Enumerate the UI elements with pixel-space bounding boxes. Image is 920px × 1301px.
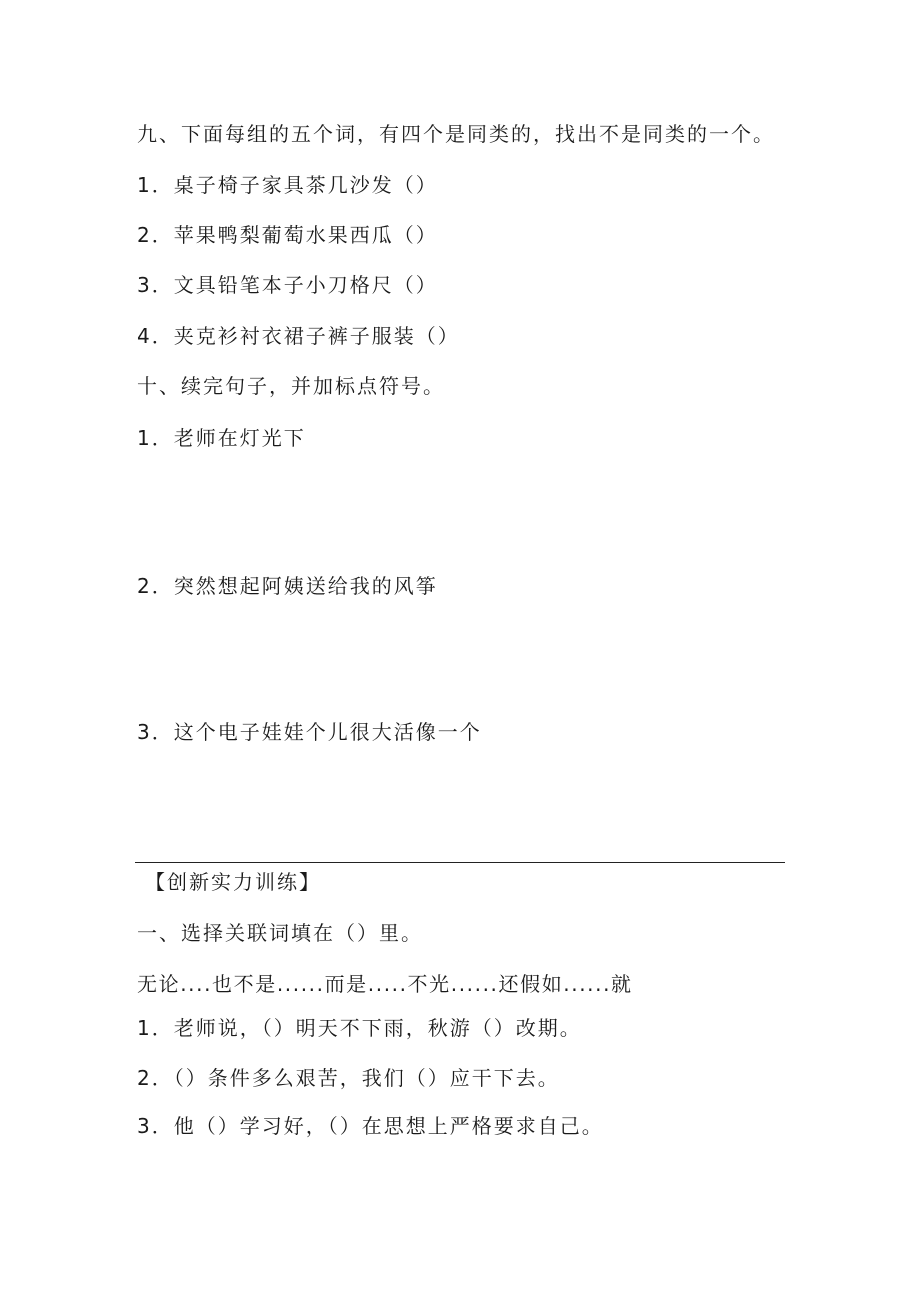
innovation-section1-heading: 一、选择关联词填在（）里。: [137, 921, 423, 945]
section9-heading: 九、下面每组的五个词，有四个是同类的，找出不是同类的一个。: [137, 122, 775, 146]
section10-item-1: 1．老师在灯光下: [137, 426, 306, 450]
section10-heading: 十、续完句子，并加标点符号。: [137, 374, 445, 398]
innovation-title: 【创新实力训练】: [145, 870, 321, 894]
section-divider: [135, 862, 785, 863]
innovation-item-3: 3．他（）学习好，（）在思想上严格要求自己。: [137, 1114, 604, 1138]
section9-item-2: 2．苹果鸭梨葡萄水果西瓜（）: [137, 223, 438, 247]
innovation-item-2: 2．（）条件多么艰苦，我们（）应干下去。: [137, 1066, 560, 1090]
word-bank: 无论....也不是......而是.....不光......还假如......就: [137, 972, 633, 996]
section10-item-2: 2．突然想起阿姨送给我的风筝: [137, 574, 438, 598]
section10-item-3: 3．这个电子娃娃个儿很大活像一个: [137, 720, 482, 744]
section9-item-1: 1．桌子椅子家具茶几沙发（）: [137, 173, 438, 197]
section9-item-3: 3．文具铅笔本子小刀格尺（）: [137, 273, 438, 297]
section9-item-4: 4．夹克衫衬衣裙子裤子服装（）: [137, 324, 460, 348]
innovation-item-1: 1．老师说，（）明天不下雨，秋游（）改期。: [137, 1016, 582, 1040]
